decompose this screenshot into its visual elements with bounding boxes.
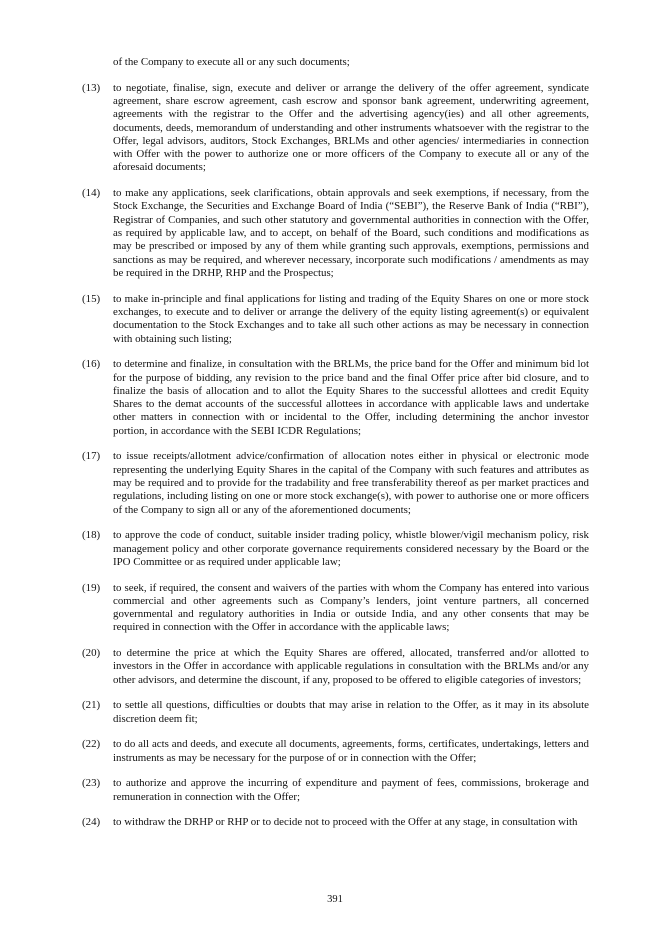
item-number: (14) (82, 187, 101, 200)
item-number: (19) (82, 581, 101, 594)
item-text: to determine and finalize, in consultation with the BRLMs, the price band for the Offer and minimum bid lot for the purpose of bidding, any revision to the price band and the final Offer price after bid closure, and to finalize the basis of allocation and to allot the Equity Shares to the successful allottees and credit Equity Shares to the demat accounts of the successful allottees in accordance with applicable laws and undertake other matters in connection with or incidental to the Offer, including determining the anchor investor portion, in accordance with the SEBI ICDR Regulations; (113, 358, 589, 437)
item-number: (13) (82, 81, 101, 94)
page-number: 391 (327, 894, 343, 905)
item-text: to issue receipts/allotment advice/confirmation of allocation notes either in physical or electronic mode representing the underlying Equity Shares in the capital of the Company with such features and attributes as may be required and to provide for the tradability and free transferability thereof as per market practices and regulations, including listing on one or more stock exchange(s), with power to authorise one or more officers of the Company to sign all or any of the aforementioned documents; (113, 450, 589, 516)
document-body (82, 56, 589, 830)
item-number: (18) (82, 529, 101, 542)
item-text: to do all acts and deeds, and execute all documents, agreements, forms, certificates, undertakings, letters and instruments as may be necessary for the purpose of or in connection with the Offer; (113, 738, 589, 764)
list-item (82, 777, 589, 804)
list-item (82, 699, 589, 726)
item-text: to negotiate, finalise, sign, execute and deliver or arrange the delivery of the offer agreement, syndicate agreement, share escrow agreement, cash escrow and sponsor bank agreement, underwriting agreement, agreements with the registrar to the Offer and the advertising agency(ies) and all other agreements, documents, deeds, memorandum of understanding and other instruments whatsoever with the registrar to the Offer, legal advisors, auditors, Stock Exchanges, BRLMs and other agencies/ intermediaries in connection with Offer with the power to authorize one or more officers of the Company to execute all or any of the aforesaid documents; (113, 81, 589, 174)
item-text: to authorize and approve the incurring of expenditure and payment of fees, commissions, brokerage and remuneration in connection with the Offer; (113, 777, 589, 803)
list-item (82, 738, 589, 765)
list-item (82, 647, 589, 687)
item-number: (16) (82, 358, 101, 371)
item-text: to make any applications, seek clarifications, obtain approvals and seek exemptions, if necessary, from the Stock Exchange, the Securities and Exchange Board of India (“SEBI”), the Reserve Bank of India (“RBI”), Registrar of Companies, and such other statutory and governmental authorities in connection with the Offer, as required by applicable law, and to accept, on behalf of the Board, such conditions and modifications as may be prescribed or imposed by any of them while granting such approvals, exemptions, permissions and sanctions as may be required, and wherever necessary, incorporate such modifications / amendments as may be required in the DRHP, RHP and the Prospectus; (113, 187, 589, 279)
numbered-list (82, 82, 589, 830)
continued-paragraph: of the Company to execute all or any such documents; (113, 56, 350, 68)
item-number: (24) (82, 816, 101, 829)
item-text: to withdraw the DRHP or RHP or to decide not to proceed with the Offer at any stage, in consultation with (113, 816, 578, 829)
list-item (82, 529, 589, 569)
item-text: to determine the price at which the Equity Shares are offered, allocated, transferred and/or allotted to investors in the Offer in accordance with applicable regulations in consultation with the BRLMs and/or any other advisors, and determine the discount, if any, proposed to be offered to eligible categories of investors; (113, 647, 589, 686)
list-item (82, 816, 589, 829)
item-number: (15) (82, 292, 101, 305)
item-number: (22) (82, 738, 101, 751)
item-number: (23) (82, 777, 101, 790)
item-text: to seek, if required, the consent and waivers of the parties with whom the Company has entered into various commercial and other agreements such as Company’s lenders, joint venture partners, all concerned governmental and regulatory authorities in India or outside India, and any other consents that may be required in connection with the Offer in accordance with the applicable laws; (113, 581, 589, 634)
item-number: (21) (82, 699, 101, 712)
list-item (82, 82, 589, 175)
item-text: to settle all questions, difficulties or doubts that may arise in relation to the Offer, as it may in its absolute discretion deem fit; (113, 699, 589, 725)
item-text: to approve the code of conduct, suitable insider trading policy, whistle blower/vigil mechanism policy, risk management policy and other corporate governance requirements considered necessary by the Board or the IPO Committee or as required under applicable law; (113, 529, 589, 568)
item-number: (17) (82, 450, 101, 463)
item-text: to make in-principle and final applications for listing and trading of the Equity Shares on one or more stock exchanges, to execute and to deliver or arrange the delivery of the equity listing agreement(s) or equivalent documentation to the Stock Exchanges and to take all such other actions as may be necessary in connection with obtaining such listing; (113, 292, 589, 345)
list-item (82, 358, 589, 438)
item-number: (20) (82, 647, 101, 660)
list-item (82, 293, 589, 346)
list-item (82, 582, 589, 635)
list-item (82, 187, 589, 280)
list-item (82, 450, 589, 516)
